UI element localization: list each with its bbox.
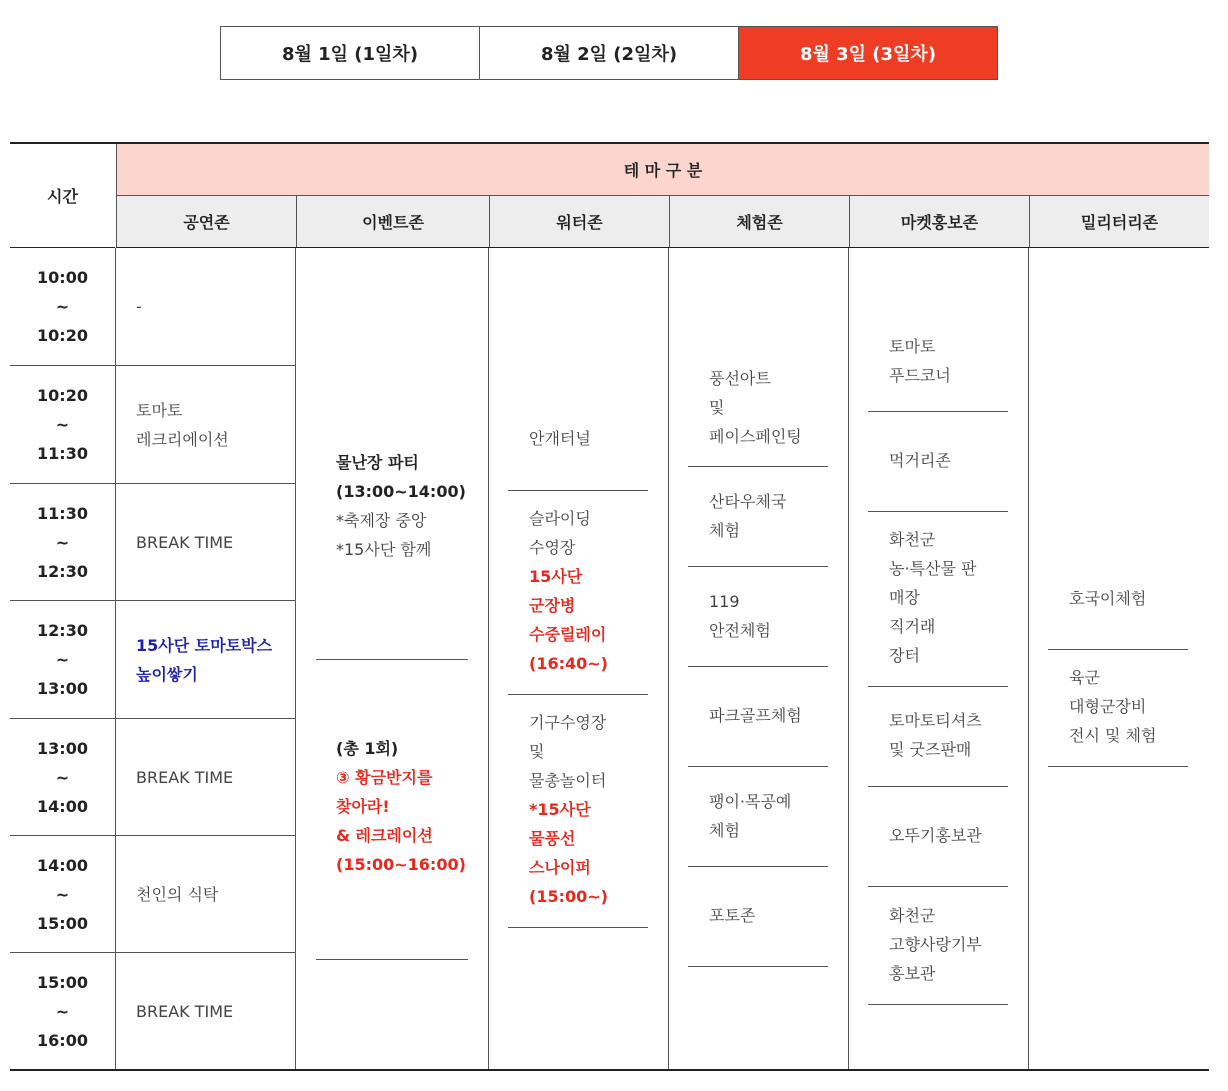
block-divider xyxy=(688,666,828,667)
performance-cell xyxy=(116,248,295,365)
block-divider xyxy=(688,466,828,467)
block-divider xyxy=(508,694,648,695)
time-slot xyxy=(10,366,115,483)
time-end: 13:00 xyxy=(37,679,88,698)
market-text: 화천군 xyxy=(889,530,936,549)
time-end: 11:30 xyxy=(37,444,88,463)
market-text: 농·특산물 판 xyxy=(889,559,977,578)
day-tabs xyxy=(220,26,998,80)
water-highlight: 군장병 xyxy=(529,596,576,615)
market-block xyxy=(889,706,982,764)
market-text: 먹거리존 xyxy=(889,451,951,470)
block-divider xyxy=(868,411,1008,412)
performance-cell xyxy=(116,836,295,953)
military-block xyxy=(1069,584,1146,613)
experience-text: 체험 xyxy=(709,521,740,540)
military-text: 대형군장비 xyxy=(1069,697,1147,716)
time-end: 15:00 xyxy=(37,914,88,933)
block-divider xyxy=(508,490,648,491)
event-note: *축제장 중앙 xyxy=(336,511,427,530)
water-highlight: 수중릴레이 xyxy=(529,625,607,644)
military-text: 호국이체험 xyxy=(1069,589,1147,608)
time-separator: ~ xyxy=(55,885,70,904)
market-text: 토마토티셔츠 xyxy=(889,711,982,730)
column-divider xyxy=(488,248,489,1069)
time-slot xyxy=(10,953,115,1070)
time-slot xyxy=(10,719,115,836)
block-divider xyxy=(316,959,468,960)
water-text: 안개터널 xyxy=(529,429,591,448)
event-time: (13:00~14:00) xyxy=(336,482,466,501)
experience-text: 119 xyxy=(709,592,740,611)
market-text: 오뚜기홍보관 xyxy=(889,826,982,845)
water-text: 기구수영장 xyxy=(529,713,607,732)
time-header: 시간 xyxy=(10,144,115,248)
market-text: 직거래 xyxy=(889,617,936,636)
performance-text: 천인의 식탁 xyxy=(136,885,219,904)
time-slot xyxy=(10,248,115,365)
market-block xyxy=(889,901,982,988)
block-divider xyxy=(688,966,828,967)
experience-block xyxy=(709,787,791,845)
time-start: 15:00 xyxy=(37,973,88,992)
performance-cell xyxy=(116,719,295,836)
market-block xyxy=(889,446,951,475)
column-divider xyxy=(848,248,849,1069)
experience-block xyxy=(709,587,771,645)
block-divider xyxy=(868,1004,1008,1005)
market-block xyxy=(889,525,976,670)
event-note: *15사단 함께 xyxy=(336,540,432,559)
block-divider xyxy=(868,886,1008,887)
zone-header-row xyxy=(116,195,1209,248)
time-start: 11:30 xyxy=(37,504,88,523)
market-text: 장터 xyxy=(889,646,920,665)
experience-text: 포토존 xyxy=(709,906,756,925)
experience-block xyxy=(709,364,802,451)
time-separator: ~ xyxy=(55,297,70,316)
block-divider xyxy=(316,659,468,660)
market-text: 및 굿즈판매 xyxy=(889,740,972,759)
experience-block xyxy=(709,701,802,730)
water-block xyxy=(529,424,591,453)
performance-cell xyxy=(116,953,295,1070)
block-divider xyxy=(1048,649,1188,650)
time-end: 16:00 xyxy=(37,1031,88,1050)
block-divider xyxy=(508,927,648,928)
water-highlight: 스나이퍼 xyxy=(529,858,591,877)
performance-text: - xyxy=(136,297,142,316)
performance-text: 토마토 xyxy=(136,400,183,420)
water-text: 물총놀이터 xyxy=(529,771,607,790)
market-text: 토마토 xyxy=(889,337,936,356)
water-block xyxy=(529,708,608,911)
event-ring-block xyxy=(336,734,466,879)
time-end: 10:20 xyxy=(37,326,88,345)
market-text: 홍보관 xyxy=(889,964,936,983)
event-title: 물난장 파티 xyxy=(336,453,419,472)
water-highlight: 15사단 xyxy=(529,567,583,586)
column-divider xyxy=(295,248,296,1069)
performance-cell xyxy=(116,484,295,601)
water-text: 슬라이딩 xyxy=(529,509,591,528)
block-divider xyxy=(688,566,828,567)
experience-text: 및 xyxy=(709,398,725,417)
time-end: 12:30 xyxy=(37,562,88,581)
experience-text: 체험 xyxy=(709,821,740,840)
time-slot xyxy=(10,484,115,601)
experience-text: 팽이·목공예 xyxy=(709,792,792,811)
water-text: 및 xyxy=(529,742,545,761)
event-count: (총 1회) xyxy=(336,739,399,758)
time-separator: ~ xyxy=(55,1002,70,1021)
zone-header-experience: 체험존 xyxy=(669,196,849,247)
tab-day-3[interactable]: 8월 3일 (3일차) xyxy=(738,27,997,79)
time-start: 13:00 xyxy=(37,739,88,758)
time-separator: ~ xyxy=(55,415,70,434)
column-divider xyxy=(668,248,669,1069)
military-text: 육군 xyxy=(1069,668,1100,687)
table-body xyxy=(10,248,1209,1069)
water-text: 수영장 xyxy=(529,538,576,557)
market-text: 푸드코너 xyxy=(889,366,951,385)
time-start: 12:30 xyxy=(37,621,88,640)
tab-day-2[interactable]: 8월 2일 (2일차) xyxy=(479,27,738,79)
tab-day-1[interactable]: 8월 1일 (1일차) xyxy=(281,44,419,65)
time-end: 14:00 xyxy=(37,797,88,816)
experience-block xyxy=(709,901,755,930)
zone-header-performance: 공연존 xyxy=(116,196,296,247)
block-divider xyxy=(688,866,828,867)
column-divider xyxy=(1028,248,1029,1069)
experience-text: 안전체험 xyxy=(709,621,771,640)
event-title: ③ 황금반지를 xyxy=(336,768,433,787)
time-separator: ~ xyxy=(55,768,70,787)
zone-header-military: 밀리터리존 xyxy=(1029,196,1209,247)
time-start: 14:00 xyxy=(37,856,88,875)
theme-header: 테 마 구 분 xyxy=(116,144,1209,195)
block-divider xyxy=(868,686,1008,687)
market-block xyxy=(889,332,951,390)
experience-text: 산타우체국 xyxy=(709,492,787,511)
performance-text: 높이쌓기 xyxy=(136,664,198,684)
military-text: 전시 및 체험 xyxy=(1069,726,1157,745)
block-divider xyxy=(688,766,828,767)
performance-text: BREAK TIME xyxy=(136,1002,234,1021)
block-divider xyxy=(1048,766,1188,767)
zone-header-event: 이벤트존 xyxy=(296,196,489,247)
experience-text: 파크골프체험 xyxy=(709,706,802,725)
block-divider xyxy=(868,786,1008,787)
water-highlight: *15사단 xyxy=(529,800,591,819)
time-start: 10:00 xyxy=(37,268,88,287)
table-bottom-border xyxy=(10,1069,1209,1071)
zone-header-water: 워터존 xyxy=(489,196,669,247)
market-text: 화천군 xyxy=(889,906,936,925)
military-block xyxy=(1069,663,1156,750)
time-separator: ~ xyxy=(55,650,70,669)
zone-header-market: 마켓홍보존 xyxy=(849,196,1029,247)
schedule-table xyxy=(10,142,1209,1072)
performance-text: 15사단 토마토박스 xyxy=(136,635,273,655)
event-party-block xyxy=(336,448,466,564)
water-block xyxy=(529,504,608,678)
time-separator: ~ xyxy=(55,533,70,552)
water-highlight: (16:40~) xyxy=(529,654,608,673)
performance-text: 레크리에이션 xyxy=(136,429,229,449)
performance-text: BREAK TIME xyxy=(136,768,234,787)
water-highlight: 물풍선 xyxy=(529,829,576,848)
time-start: 10:20 xyxy=(37,386,88,405)
time-slot xyxy=(10,601,115,718)
experience-block xyxy=(709,487,786,545)
time-slot xyxy=(10,836,115,953)
event-time: (15:00~16:00) xyxy=(336,855,466,874)
water-highlight: (15:00~) xyxy=(529,887,608,906)
experience-text: 페이스페인팅 xyxy=(709,427,802,446)
performance-cell xyxy=(116,366,295,483)
performance-cell-highlight xyxy=(116,601,295,718)
market-block xyxy=(889,821,982,850)
experience-text: 풍선아트 xyxy=(709,369,771,388)
market-text: 매장 xyxy=(889,588,920,607)
market-text: 고향사랑기부 xyxy=(889,935,982,954)
performance-text: BREAK TIME xyxy=(136,533,234,552)
block-divider xyxy=(868,511,1008,512)
event-title: 찾아라! xyxy=(336,797,390,816)
event-title: & 레크레이션 xyxy=(336,826,433,845)
